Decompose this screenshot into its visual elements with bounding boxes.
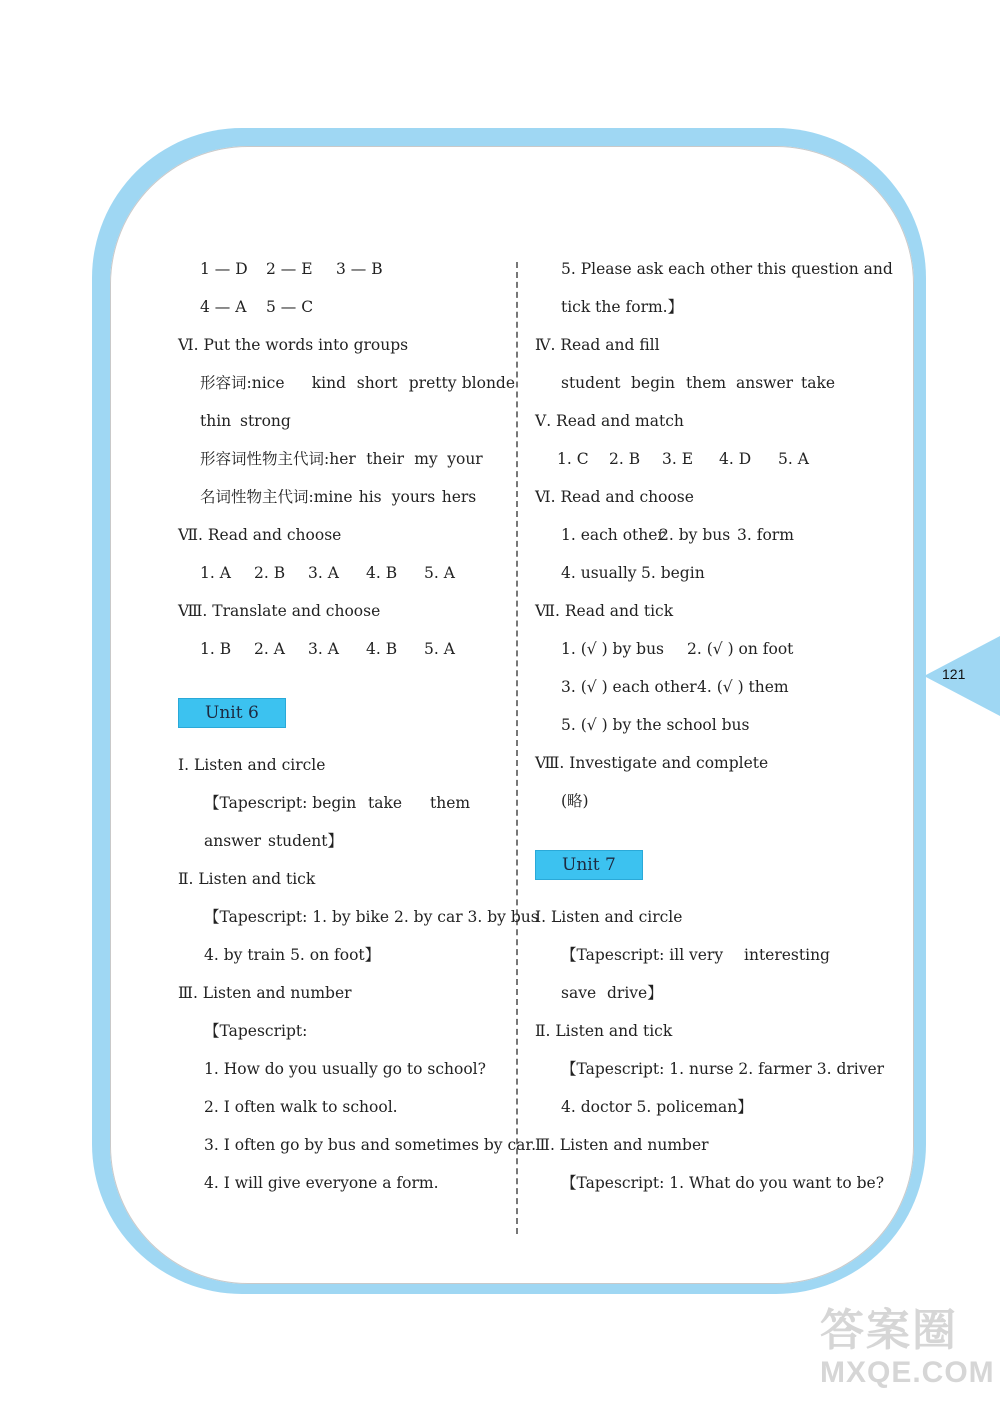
section-title: Ⅰ. Listen and circle	[535, 908, 683, 926]
word-row: student begin them answer take	[561, 374, 836, 392]
unit-header	[535, 820, 865, 898]
section-title: Ⅷ. Investigate and complete	[535, 754, 769, 772]
unit-7-badge: Unit 7	[535, 850, 643, 880]
note-text: (略)	[561, 792, 589, 810]
section-title: Ⅲ. Listen and number	[535, 1136, 709, 1154]
tapescript-line: answer student】	[204, 832, 343, 850]
watermark-en: MXQE.COM	[820, 1356, 995, 1389]
column-divider	[516, 262, 518, 1234]
tapescript-line: 【Tapescript: ill very interesting	[561, 946, 830, 964]
answer-row: 1. C 2. B 3. E 4. D 5. A	[557, 450, 809, 468]
answer-row: 1. each other2. by bus 3. form	[561, 526, 794, 544]
unit-6-badge: Unit 6	[178, 698, 286, 728]
answer-row: 1. A 2. B 3. A 4. B 5. A	[200, 564, 455, 582]
section-title: Ⅵ. Put the words into groups	[178, 336, 409, 354]
answer-row: 1. B 2. A 3. A 4. B 5. A	[200, 640, 455, 658]
page-number: 121	[942, 666, 966, 682]
section-title: Ⅴ. Read and match	[535, 412, 684, 430]
tapescript-line: 【Tapescript:	[204, 1022, 308, 1040]
tapescript-line: 【Tapescript: 1. nurse 2. farmer 3. driver	[561, 1060, 885, 1078]
tapescript-line: 【Tapescript: 1. What do you want to be?	[561, 1174, 885, 1192]
section-title: Ⅶ. Read and choose	[178, 526, 342, 544]
tapescript-line: 4. doctor 5. policeman】	[561, 1098, 753, 1116]
tick-row: 3. (√ ) each other4. (√ ) them	[561, 678, 789, 696]
section-title: Ⅰ. Listen and circle	[178, 756, 326, 774]
adjective-row: 形容词:nice kind short pretty blonde	[200, 374, 516, 392]
tapescript-line: 2. I often walk to school.	[204, 1098, 398, 1116]
tapescript-line: tick the form.】	[561, 298, 684, 316]
tapescript-line: 5. Please ask each other this question and	[561, 260, 893, 278]
tapescript-line: 【Tapescript: 1. by bike 2. by car 3. by bus	[204, 908, 539, 926]
section-title: Ⅵ. Read and choose	[535, 488, 694, 506]
watermark-cn: 答案圈	[820, 1306, 958, 1355]
tapescript-line: 1. How do you usually go to school?	[204, 1060, 486, 1078]
unit-header	[178, 668, 508, 746]
tick-row: 5. (√ ) by the school bus	[561, 716, 750, 734]
adjective-row-2: thin strong	[200, 412, 291, 430]
match-row-1: 1 — D 2 — E 3 — B	[200, 260, 383, 278]
right-column	[535, 250, 893, 1202]
section-title: Ⅷ. Translate and choose	[178, 602, 381, 620]
tapescript-line: 4. I will give everyone a form.	[204, 1174, 439, 1192]
section-title: Ⅳ. Read and fill	[535, 336, 660, 354]
tick-row: 1. (√ ) by bus 2. (√ ) on foot	[561, 640, 794, 658]
match-row-2: 4 — A 5 — C	[200, 298, 314, 316]
answer-row: 4. usually 5. begin	[561, 564, 705, 582]
watermark-logo	[820, 1306, 995, 1394]
section-title: Ⅲ. Listen and number	[178, 984, 352, 1002]
tapescript-line: 4. by train 5. on foot】	[204, 946, 381, 964]
section-title: Ⅱ. Listen and tick	[178, 870, 316, 888]
tapescript-line: 【Tapescript: begin take them	[204, 794, 471, 812]
section-title: Ⅶ. Read and tick	[535, 602, 674, 620]
tapescript-line: save drive】	[561, 984, 663, 1002]
tapescript-line: 3. I often go by bus and sometimes by car.	[204, 1136, 537, 1154]
possessive-adjective-row: 形容词性物主代词:her their my your	[200, 450, 483, 468]
left-column	[178, 250, 539, 1202]
section-title: Ⅱ. Listen and tick	[535, 1022, 673, 1040]
possessive-noun-row: 名词性物主代词:mine his yours hers	[200, 488, 477, 506]
